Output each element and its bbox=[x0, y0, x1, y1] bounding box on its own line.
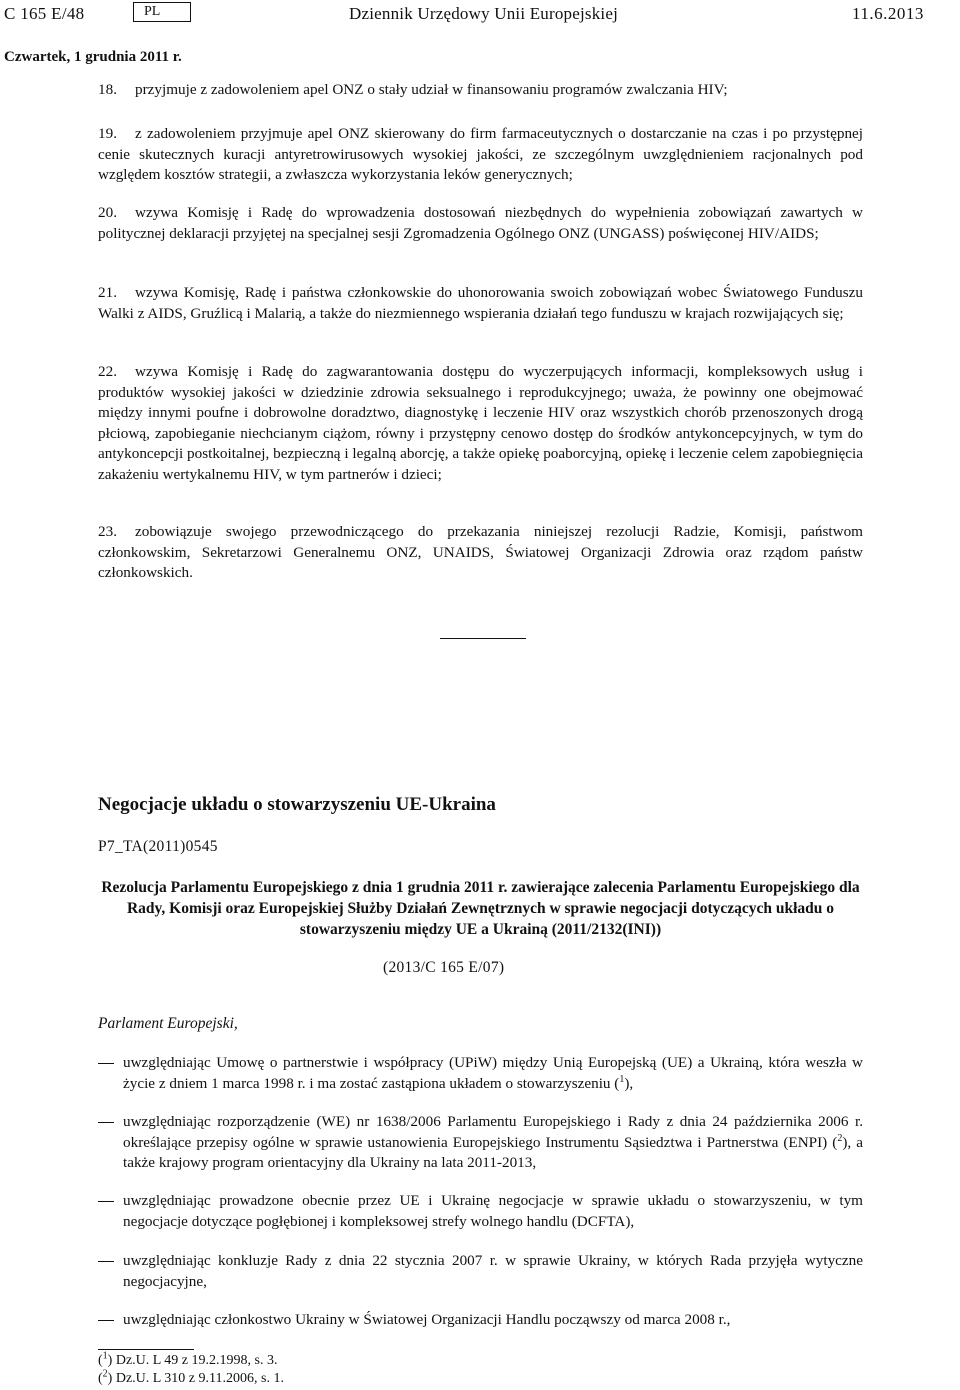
language-badge: PL bbox=[133, 2, 191, 22]
citation-body: uwzględniając członkostwo Ukrainy w Światowej Organizacji Handlu począwszy od marca 2008 r., bbox=[123, 1311, 731, 1328]
citation-body: uwzględniając konkluzje Rady z dnia 22 stycznia 2007 r. w sprawie Ukrainy, w których Rada przyjęła wytyczne negocjacyjne, bbox=[123, 1252, 863, 1290]
footnote-text: Dz.U. L 49 z 19.2.1998, s. 3. bbox=[115, 1353, 278, 1368]
paragraph-23 bbox=[98, 522, 863, 584]
paragraph-number: 19. bbox=[98, 125, 117, 142]
footnote-number: 1 bbox=[102, 1350, 108, 1362]
footnote-1 bbox=[98, 1350, 278, 1369]
citation-item bbox=[98, 1310, 863, 1331]
paragraph-22 bbox=[98, 362, 863, 486]
paragraph-number: 22. bbox=[98, 363, 117, 380]
oj-reference: (2013/C 165 E/07) bbox=[383, 959, 505, 976]
paragraph-text: zobowiązuje swojego przewodniczącego do przekazania niniejszej rezolucji Radzie, Komisji, państwom członkowskim, Sekretarzowi Generalnemu ONZ, UNAIDS, Światowej Organizacji Zdrowia oraz rządom państw członkowskich. bbox=[98, 523, 863, 582]
citation-item bbox=[98, 1251, 863, 1292]
resolution-heading: Rezolucja Parlamentu Europejskiego z dnia 1 grudnia 2011 r. zawierające zalecenia Parlamentu Europejskiego dla Rady, Komisji oraz Europejskiej Służby Działań Zewnętrznych w sprawie negocjacji dotyczących układu o stowarzyszeniu między UE a Ukrainą (2011/2132(INI)) bbox=[101, 879, 860, 938]
paragraph-18 bbox=[98, 80, 863, 101]
citation-text bbox=[123, 1191, 863, 1232]
paragraph-text: wzywa Komisję i Radę do zagwarantowania dostępu do wyczerpujących informacji, kompleksowych usług i produktów wysokiej jakości w dziedzinie zdrowia seksualnego i reprodukcyjnego; uważa, że powinny one obejmować między innymi poufne i dobrowolne doradztwo, diagnostykę i leczenie HIV oraz wszystkich chorób przenoszonych drogą płciową, zapobieganie niechcianym ciążom, równy i przystępny cenowo dostęp do środków antykoncepcyjnych, w tym do antykoncepcji postkoitalnej, bezpieczną i legalną aborcję, a także opiekę poaborcyjną, opiekę i leczenie celem zapobiegnięcia zakażeniu wertykalnemu HIV, w tym partnerów i dzieci; bbox=[98, 363, 863, 483]
paragraph-text: z zadowoleniem przyjmuje apel ONZ skierowany do firm farmaceutycznych o dostarczanie na czas i po przystępnej cenie skutecznych kuracji antyretrowirusowych wysokiej jakości, ze szczególnym uwzględnieniem racjonalnych pod względem kosztów strategii, a zwłaszcza wykorzystania leków generycznych; bbox=[98, 125, 863, 184]
citation-body: uwzględniając Umowę o partnerstwie i współpracy (UPiW) między Unią Europejską (UE) a Ukrainą, która weszła w życie z dniem 1 marca 1998 r. i ma zostać zastąpiona układem o stowarzyszeniu ( bbox=[123, 1054, 863, 1092]
paragraph-text: przyjmuje z zadowoleniem apel ONZ o stały udział w finansowaniu programów zwalczania HIV; bbox=[134, 81, 728, 98]
dash-marker bbox=[98, 1261, 114, 1262]
paragraph-text: wzywa Komisję i Radę do wprowadzenia dostosowań niezbędnych do wypełnienia zobowiązań zawartych w politycznej deklaracji przyjętej na specjalnej sesji Zgromadzenia Ogólnego ONZ (UNGASS) poświęconej HIV/AIDS; bbox=[98, 204, 863, 242]
citation-item bbox=[98, 1112, 863, 1174]
citation-body: uwzględniając prowadzone obecnie przez UE i Ukrainę negocjacje w sprawie układu o stowarzyszeniu, w tym negocjacje dotyczące pogłębionej i kompleksowej strefy wolnego handlu (DCFTA), bbox=[123, 1192, 863, 1230]
section-divider bbox=[440, 638, 526, 639]
sitting-date: Czwartek, 1 grudnia 2011 r. bbox=[4, 49, 182, 65]
paragraph-number: 21. bbox=[98, 284, 117, 301]
citation-tail: ), a także krajowy program orientacyjny dla Ukrainy na lata 2011-2013, bbox=[123, 1133, 863, 1172]
footnote-close: ) bbox=[107, 1371, 113, 1386]
paragraph-20 bbox=[98, 203, 863, 244]
footnote-open: ( bbox=[98, 1371, 103, 1386]
citation-tail: ), bbox=[624, 1074, 634, 1092]
page-reference: C 165 E/48 bbox=[4, 4, 85, 23]
citation-item bbox=[98, 1053, 863, 1094]
paragraph-21 bbox=[98, 283, 863, 324]
footnote-divider bbox=[98, 1349, 194, 1350]
footnote-open: ( bbox=[98, 1353, 103, 1368]
citation-body: uwzględniając rozporządzenie (WE) nr 1638/2006 Parlamentu Europejskiego i Rady z dnia 24 października 2006 r. określające przepisy ogólne w sprawie ustanowienia Europejskiego Instrumentu Sąsiedztwa i Partnerstwa (ENPI) ( bbox=[123, 1113, 863, 1151]
dash-marker bbox=[98, 1320, 114, 1321]
parliament-label: Parlament Europejski, bbox=[98, 1015, 238, 1032]
paragraph-number: 20. bbox=[98, 204, 117, 221]
footnote-2 bbox=[98, 1368, 284, 1387]
publication-date: 11.6.2013 bbox=[852, 4, 924, 23]
dash-marker bbox=[98, 1201, 114, 1202]
citation-text bbox=[123, 1310, 863, 1331]
paragraph-number: 23. bbox=[98, 523, 117, 540]
citation-text bbox=[123, 1251, 863, 1292]
paragraph-text: wzywa Komisję, Radę i państwa członkowskie do uhonorowania swoich zobowiązań wobec Światowego Funduszu Walki z AIDS, Gruźlicą i Malarią, a także do niezmiennego wspierania działań tego funduszu w krajach rozwijających się; bbox=[98, 284, 863, 322]
citation-item bbox=[98, 1191, 863, 1232]
citation-text bbox=[123, 1112, 863, 1174]
footnote-ref[interactable]: 2 bbox=[837, 1132, 843, 1144]
footnote-close: ) bbox=[107, 1353, 113, 1368]
journal-title: Dziennik Urzędowy Unii Europejskiej bbox=[349, 4, 619, 23]
citation-text bbox=[123, 1053, 863, 1094]
dash-marker bbox=[98, 1063, 114, 1064]
dash-marker bbox=[98, 1122, 114, 1123]
section-title: Negocjacje układu o stowarzyszeniu UE-Ukraina bbox=[98, 794, 496, 815]
footnote-ref[interactable]: 1 bbox=[619, 1073, 625, 1085]
text-reference: P7_TA(2011)0545 bbox=[98, 838, 218, 855]
paragraph-19 bbox=[98, 124, 863, 186]
footnote-number: 2 bbox=[102, 1368, 108, 1380]
paragraph-number: 18. bbox=[98, 81, 117, 98]
footnote-text: Dz.U. L 310 z 9.11.2006, s. 1. bbox=[115, 1371, 284, 1386]
